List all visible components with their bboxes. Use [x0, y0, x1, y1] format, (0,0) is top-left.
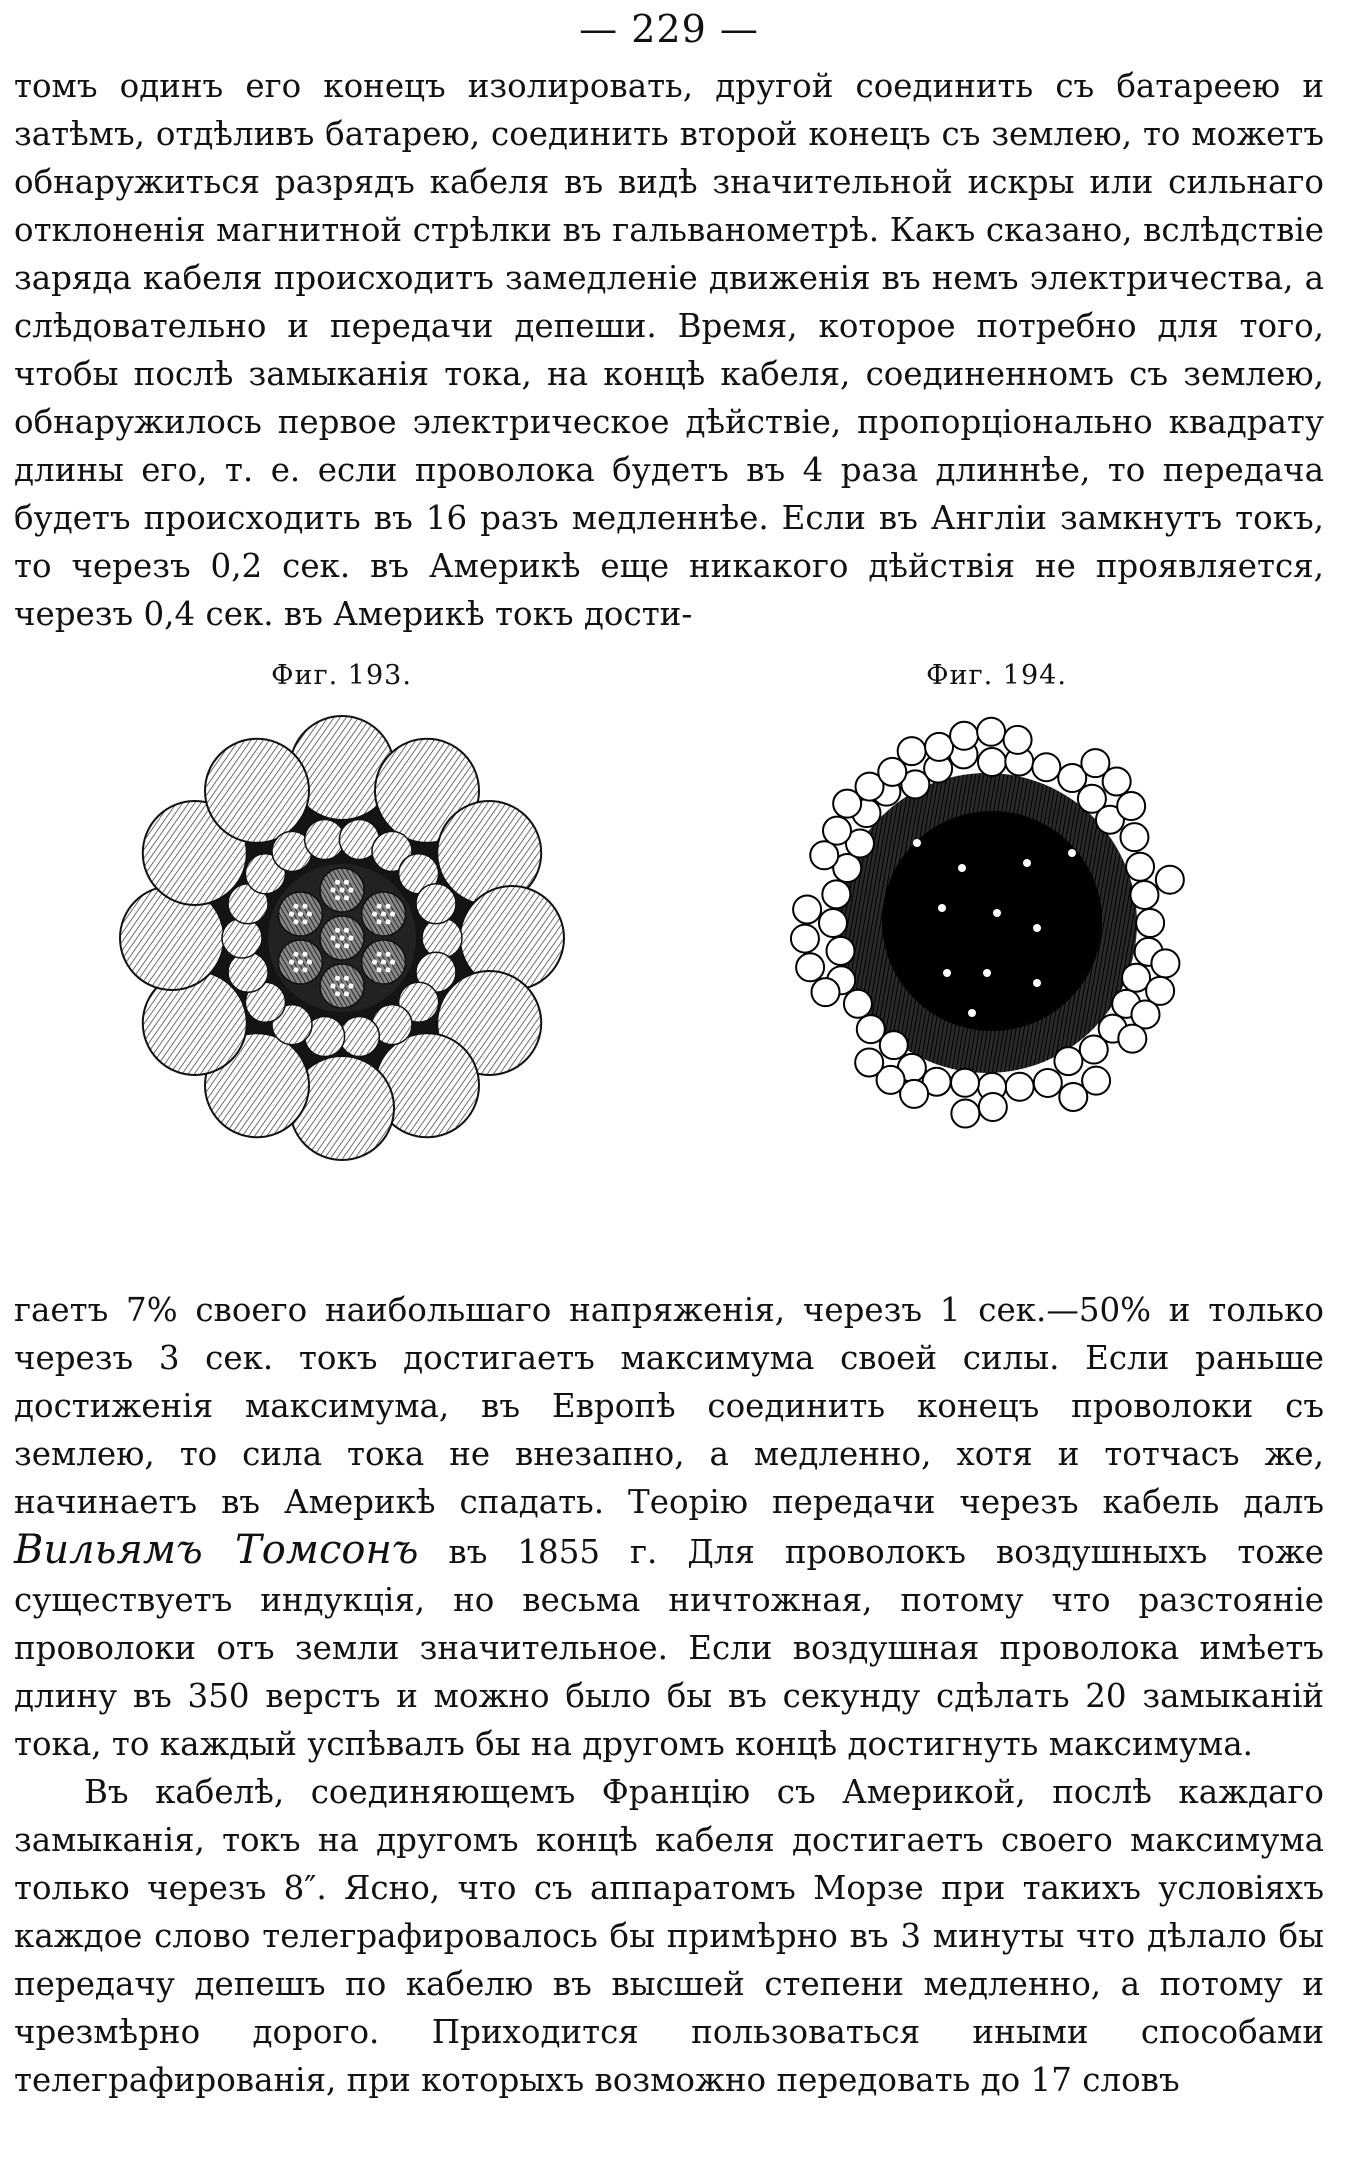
- core-dot: [1068, 849, 1076, 857]
- strand-dot: [334, 943, 339, 948]
- strand-dot: [339, 983, 344, 988]
- middle-wire: [222, 918, 262, 958]
- strand-dot: [343, 976, 348, 981]
- paragraph-middle: [14, 1286, 1324, 2104]
- strand-dot: [302, 919, 307, 924]
- insulation-bead: [978, 1093, 1006, 1121]
- strand-dot: [302, 904, 307, 909]
- strand-dot: [389, 911, 394, 916]
- strand-dot: [330, 887, 335, 892]
- page-number: — 229 —: [579, 7, 759, 51]
- middle-wire: [422, 918, 462, 958]
- paragraph-2-text-a: гаетъ 7% своего наибольшаго напряженія, черезъ 1 сек.—50% и только черезъ 3 сек. токъ достигаетъ максимума своей силы. Если раньше достиженія максимума, въ Европѣ соединить конецъ проволоки съ землею, то сила тока не внезапно, а медленно, хотя и тотчасъ же, начинаетъ въ Америкѣ спадать. Теорію передачи черезъ кабель далъ: [14, 1291, 1324, 1521]
- paragraph-2-text-b: въ 1855 г. Для проволокъ воздушныхъ тоже существуетъ индукція, но весьма ничтожная, потому что разстояніе проволоки отъ земли значительное. Если воздушная проволока имѣетъ длину въ 350 верстъ и можно было бы въ секунду сдѣлать 20 замыканій тока, то каждый успѣвалъ бы на другомъ концѣ достигнуть максимума.: [14, 1533, 1324, 1763]
- core-dot: [993, 909, 1001, 917]
- strand-dot: [343, 991, 348, 996]
- strand-dot: [339, 887, 344, 892]
- insulation-bead: [855, 1048, 883, 1076]
- core-dot: [1033, 979, 1041, 987]
- insulation-bead: [1155, 866, 1183, 894]
- insulation-bead: [925, 733, 953, 761]
- cable-cross-section-193-illustration: [117, 713, 567, 1163]
- strand-dot: [385, 904, 390, 909]
- strand-dot: [297, 911, 302, 916]
- insulation-bead: [1033, 1069, 1061, 1097]
- strand-dot: [334, 880, 339, 885]
- insulation-bead: [951, 1069, 979, 1097]
- insulation-bead: [1003, 726, 1031, 754]
- paragraph-3: Въ кабелѣ, соединяющемъ Францію съ Америкой, послѣ каждаго замыканія, токъ на другомъ концѣ кабеля достигаетъ своего максимума только черезъ 8″. Ясно, что съ аппаратомъ Морзе при такихъ условіяхъ каждое слово телеграфировалось бы примѣрно въ 3 минуты что дѣлало бы передачу депешъ по кабелю въ высшей степени медленно, а потому и чрезмѣрно дорого. Приходится пользоваться иными способами телеграфированія, при которыхъ возможно передовать до 17 словъ: [14, 1773, 1324, 2099]
- core-dot: [913, 839, 921, 847]
- insulation-bead: [793, 895, 821, 923]
- strand-dot: [371, 911, 376, 916]
- strand-dot: [330, 935, 335, 940]
- strand-dot: [348, 887, 353, 892]
- middle-wire: [415, 884, 455, 924]
- insulation-bead: [897, 737, 925, 765]
- figure-193-caption: Фиг. 193.: [271, 660, 412, 691]
- strand-dot: [389, 959, 394, 964]
- strand-dot: [306, 911, 311, 916]
- core-dot: [968, 1009, 976, 1017]
- insulation-bead: [1130, 881, 1158, 909]
- strand-dot: [334, 928, 339, 933]
- strand-dot: [297, 959, 302, 964]
- core-dot: [983, 969, 991, 977]
- strand-dot: [288, 911, 293, 916]
- insulation-bead: [1136, 909, 1164, 937]
- strand-dot: [334, 991, 339, 996]
- insulation-bead: [977, 718, 1005, 746]
- strand-dot: [376, 952, 381, 957]
- insulation-bead: [1120, 823, 1148, 851]
- insulation-bead: [1079, 1036, 1107, 1064]
- insulation-bead: [822, 817, 850, 845]
- core-dot: [938, 904, 946, 912]
- insulation-bead: [810, 841, 838, 869]
- strand-dot: [380, 911, 385, 916]
- figures-row: [14, 638, 1324, 1286]
- insulation-bead: [822, 880, 850, 908]
- figure-194: [727, 660, 1267, 1286]
- insulation-bead: [1032, 753, 1060, 781]
- paragraph-top: [14, 62, 1324, 638]
- insulation-bead: [978, 748, 1006, 776]
- insulation-bead: [811, 978, 839, 1006]
- figure-194-caption: Фиг. 194.: [926, 660, 1067, 691]
- insulation-bead: [796, 953, 824, 981]
- strand-dot: [293, 967, 298, 972]
- core-dot: [943, 969, 951, 977]
- strand-dot: [376, 967, 381, 972]
- core-dot: [1023, 859, 1031, 867]
- strand-dot: [385, 952, 390, 957]
- strand-dot: [371, 959, 376, 964]
- insulation-bead: [790, 925, 818, 953]
- insulation-bead: [1054, 1047, 1082, 1075]
- insulation-bead: [818, 909, 846, 937]
- strand-dot: [330, 983, 335, 988]
- strand-dot: [293, 919, 298, 924]
- strand-dot: [348, 935, 353, 940]
- strand-dot: [288, 959, 293, 964]
- insulation-bead: [1126, 853, 1154, 881]
- insulation-bead: [856, 1015, 884, 1043]
- insulation-bead: [826, 937, 854, 965]
- insulation-bead: [1005, 1073, 1033, 1101]
- strand-dot: [343, 880, 348, 885]
- insulation-bead: [1102, 767, 1130, 795]
- strand-dot: [302, 967, 307, 972]
- figure-193: [72, 660, 612, 1286]
- strand-dot: [334, 895, 339, 900]
- strand-dot: [348, 983, 353, 988]
- strand-dot: [293, 904, 298, 909]
- strand-dot: [293, 952, 298, 957]
- strand-dot: [343, 895, 348, 900]
- strand-dot: [302, 952, 307, 957]
- insulation-bead: [951, 1099, 979, 1127]
- insulation-bead: [1118, 1025, 1146, 1053]
- core-dot: [958, 864, 966, 872]
- strand-dot: [376, 904, 381, 909]
- insulation-bead: [1151, 949, 1179, 977]
- insulation-bead: [1059, 1083, 1087, 1111]
- strand-dot: [343, 928, 348, 933]
- strand-dot: [385, 967, 390, 972]
- strand-dot: [306, 959, 311, 964]
- middle-wire: [228, 952, 268, 992]
- strand-dot: [334, 976, 339, 981]
- paragraph-2: [14, 1286, 1324, 1768]
- core-dot: [1033, 924, 1041, 932]
- insulation-bead: [843, 990, 871, 1018]
- strand-dot: [339, 935, 344, 940]
- strand-dot: [376, 919, 381, 924]
- cable-cross-section-194-illustration: [787, 713, 1207, 1133]
- strand-dot: [343, 943, 348, 948]
- outer-wire: [205, 739, 309, 843]
- paragraph-1: томъ одинъ его конецъ изолировать, другой соединить съ батареею и затѣмъ, отдѣливъ батарею, соединить второй конецъ съ землею, то можетъ обнаружиться разрядъ кабеля въ видѣ значительной искры или сильнаго отклоненія магнитной стрѣлки въ гальванометрѣ. Какъ сказано, вслѣдствіе заряда кабеля происходитъ замедленіе движенія въ немъ электричества, а слѣдовательно и передачи депеши. Время, которое потребно для того, чтобы послѣ замыканія тока, на концѣ кабеля, соединенномъ съ землею, обнаружилось первое электрическое дѣйствіе, пропорціонально квадрату длины его, т. е. если проволока будетъ въ 4 раза длиннѣе, то передача будетъ происходить въ 16 разъ медленнѣе. Если въ Англіи замкнутъ токъ, то черезъ 0,2 сек. въ Америкѣ еще никакого дѣйствія не проявляется, черезъ 0,4 сек. въ Америкѣ токъ дости-: [14, 67, 1324, 633]
- insulation-bead: [1117, 792, 1145, 820]
- strand-dot: [380, 959, 385, 964]
- person-name: Вильямъ Томсонъ: [14, 1527, 419, 1573]
- insulation-bead: [950, 722, 978, 750]
- strand-dot: [385, 919, 390, 924]
